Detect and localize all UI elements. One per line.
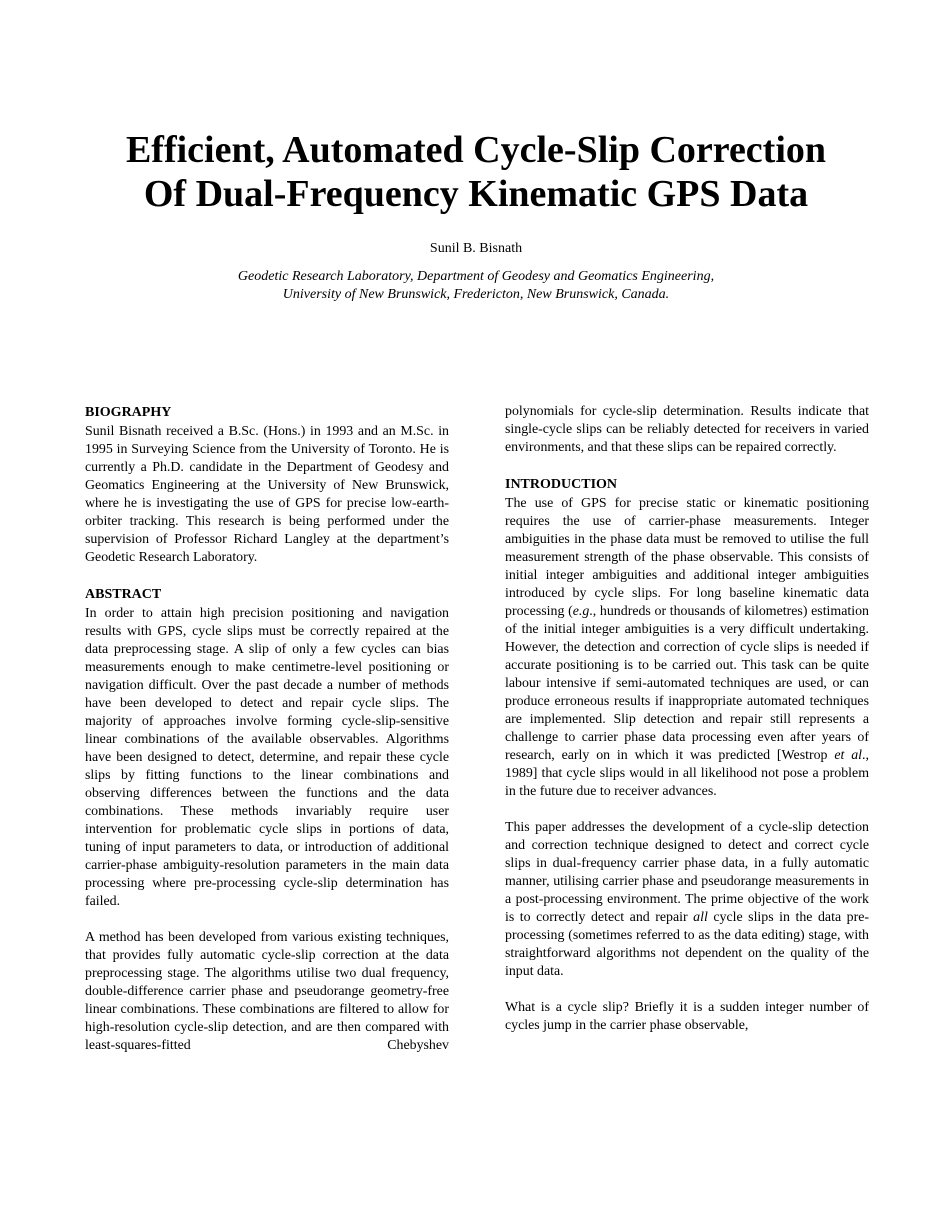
introduction-paragraph-1 — [505, 495, 869, 801]
biography-text: Sunil Bisnath received a B.Sc. (Hons.) in 1993 and an M.Sc. in 1995 in Surveying Science from the University of Toronto. He is currently a Ph.D. candidate in the Department of Geodesy and Geomatics Engineering at the University of New Brunswick, where he is investigating the use of GPS for precise low-earth-orbiter tracking. This research is being performed under the supervision of Professor Richard Langley at the department’s Geodetic Research Laboratory. — [85, 424, 449, 565]
intro-p2-part-a: This paper addresses the development of a cycle-slip detection and correction technique designed to detect and correct cycle slips in dual-frequency carrier phase data, in a fully automatic manner, utilising carrier phase and pseudorange measurements in a post-processing environment. The prime objective of the work is to correctly detect and repair — [505, 820, 869, 925]
biography-heading: BIOGRAPHY — [85, 405, 172, 420]
intro-p1-part-c: ., 1989] that cycle slips would in all likelihood not pose a problem in the future due to receiver advances. — [505, 748, 869, 799]
abstract-paragraph-2-continued: polynomials for cycle-slip determination. Results indicate that single-cycle slips can be reliably detected for receivers in varied environments, and that these slips can be repaired correctly. — [505, 404, 869, 455]
intro-p2-part-b: cycle slips in the data pre-processing (sometimes referred to as the data editing) stage, with straightforward algorithms not dependent on the quality of the input data. — [505, 910, 869, 979]
title-line-1: Efficient, Automated Cycle-Slip Correction — [125, 129, 827, 171]
spacer — [505, 457, 869, 475]
abstract-paragraph-1: In order to attain high precision positioning and navigation results with GPS, cycle slips must be correctly repaired at the data preprocessing stage. A slip of only a few cycles can bias measurements enough to make centimetre-level positioning or navigation difficult. Over the past decade a number of methods have been developed to detect and repair cycle slips. The majority of approaches involve forming cycle-slip-sensitive linear combinations of the available observables. Algorithms have been designed to detect, determine, and repair these cycle slips by fitting functions to the linear combinations and observing differences between the functions and the data combinations. These methods invariably require user intervention for problematic cycle slips in portions of data, tuning of input parameters to data, or introduction of additional carrier-phase ambiguity-resolution parameters in the main data processing where pre-processing cycle-slip determination has failed. — [85, 606, 449, 909]
right-column — [505, 403, 869, 1035]
abstract-paragraph-2: A method has been developed from various existing techniques, that provides fully automatic cycle-slip correction at the data preprocessing stage. The algorithms utilise two dual frequency, double-difference carrier phase and pseudorange geometry-free linear combinations. These combinations are filtered to allow for high-resolution cycle-slip detection, and are then compared with least-squares-fitted Chebyshev — [85, 930, 449, 1053]
intro-p1-part-b: ., hundreds or thousands of kilometres) estimation of the initial integer ambiguities is a very difficult undertaking. However, the detection and correction of cycle slips is needed if accurate positioning is to be carried out. This task can be quite labour intensive if semi-automated techniques are used, or can produce erroneous results if inappropriate automated techniques are implemented. Slip detection and repair still represents a challenge to carrier phase data processing even after years of research, early on in which it was predicted [Westrop — [505, 604, 869, 763]
intro-p1-etal: et al — [834, 748, 863, 763]
introduction-heading: INTRODUCTION — [505, 477, 618, 492]
intro-p1-eg: e.g — [572, 604, 590, 619]
introduction-paragraph-3: What is a cycle slip? Briefly it is a sudden integer number of cycles jump in the carrier phase observable, — [505, 1000, 869, 1033]
spacer — [85, 567, 449, 585]
affiliation-line-2: University of New Brunswick, Fredericton, New Brunswick, Canada. — [282, 287, 670, 302]
intro-p2-all: all — [693, 910, 708, 925]
spacer — [505, 801, 869, 819]
author-name: Sunil B. Bisnath — [429, 241, 523, 256]
affiliation-line-1: Geodetic Research Laboratory, Department of Geodesy and Geomatics Engineering, — [237, 269, 715, 284]
spacer — [505, 981, 869, 999]
title-line-2: Of Dual-Frequency Kinematic GPS Data — [143, 173, 809, 215]
author-affiliation — [0, 268, 952, 304]
introduction-paragraph-2 — [505, 819, 869, 981]
intro-p1-part-a: The use of GPS for precise static or kinematic positioning requires the use of carrier-phase measurements. Integer ambiguities in the phase data must be removed to utilise the full measurement strength of the phase observable. This consists of initial integer ambiguities and additional integer ambiguities introduced by cycle slips. For long baseline kinematic data processing ( — [505, 496, 869, 619]
spacer — [85, 911, 449, 929]
left-column — [85, 403, 449, 1055]
paper-title — [0, 128, 952, 216]
abstract-heading: ABSTRACT — [85, 587, 162, 602]
